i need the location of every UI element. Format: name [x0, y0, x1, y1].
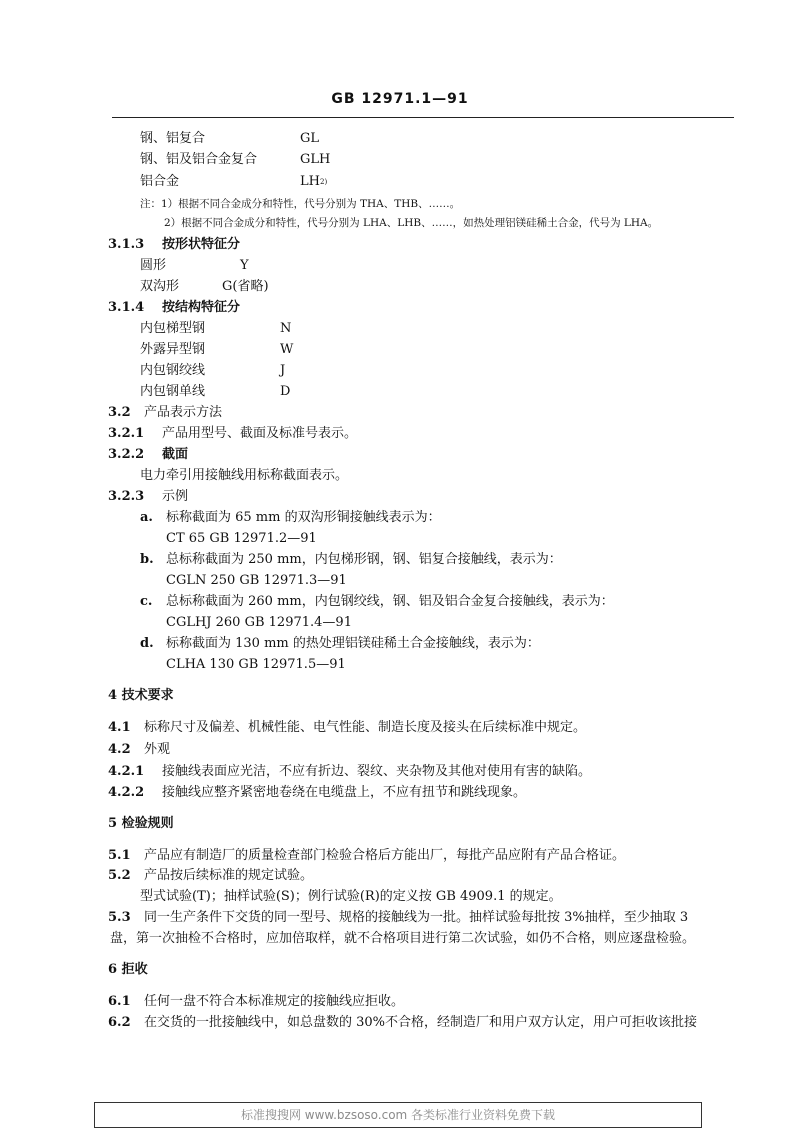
list-item-code: W: [280, 342, 294, 357]
chapter-title: 6 拒收: [108, 962, 148, 977]
example-code: CGLHJ 260 GB 12971.4—91: [166, 615, 352, 630]
note-1: 注：1）根据不同合金成分和特性，代号分别为 THA、THB、……。: [140, 198, 461, 210]
section-number: 4.2.1: [108, 764, 145, 779]
list-item-code: D: [280, 384, 291, 399]
paragraph: 在交货的一批接触线中，如总盘数的 30%不合格，经制造厂和用户双方认定，用户可拒收该批接: [144, 1015, 698, 1030]
list-item-name: 双沟形: [140, 279, 180, 294]
example-label: b.: [140, 552, 154, 567]
section-number: 3.2.2: [108, 447, 145, 462]
section-number: 4.2: [108, 742, 131, 757]
section-number: 6.1: [108, 994, 131, 1009]
section-number: 3.2.3: [108, 489, 145, 504]
material-code: LH$^{2)}$: [300, 174, 328, 189]
example-code: CLHA 130 GB 12971.5—91: [166, 657, 346, 672]
paragraph: 产品用型号、截面及标准号表示。: [162, 426, 358, 441]
list-item-name: 圆形: [140, 258, 167, 273]
example-text: 标称截面为 65 mm 的双沟形铜接触线表示为：: [166, 510, 441, 525]
section-title: 截面: [162, 447, 189, 462]
list-item-name: 内包钢单线: [140, 384, 206, 399]
paragraph: 产品应有制造厂的质量检查部门检验合格后方能出厂，每批产品应附有产品合格证。: [144, 848, 626, 863]
section-number: 3.2: [108, 405, 131, 420]
paragraph: 电力牵引用接触线用标称截面表示。: [140, 468, 349, 483]
material-name: 铝合金: [140, 174, 180, 189]
paragraph: 任何一盘不符合本标准规定的接触线应拒收。: [144, 994, 405, 1009]
list-item-code: G(省略): [222, 279, 269, 294]
chapter-title: 5 检验规则: [108, 816, 174, 831]
paragraph: 标称尺寸及偏差、机械性能、电气性能、制造长度及接头在后续标准中规定。: [144, 720, 587, 735]
list-item-name: 内包钢绞线: [140, 363, 206, 378]
example-label: a.: [140, 510, 153, 525]
section-number: 3.1.3: [108, 237, 145, 252]
material-name: 钢、铝复合: [140, 131, 206, 146]
paragraph: 产品按后续标准的规定试验。: [144, 868, 314, 883]
paragraph: 型式试验(T)；抽样试验(S)；例行试验(R)的定义按 GB 4909.1 的规定。: [140, 889, 562, 904]
section-title: 按形状特征分: [162, 237, 241, 252]
note-2: 2）根据不同合金成分和特性，代号分别为 LHA、LHB、……，如热处理铝镁硅稀土合金，代号为 LHA。: [164, 217, 659, 229]
footnote-ref: 2): [319, 178, 328, 186]
header-rule: [112, 117, 734, 118]
paragraph: 盘，第一次抽检不合格时，应加倍取样，就不合格项目进行第二次试验，如仍不合格，则应逐盘检验。: [110, 931, 696, 946]
list-item-name: 外露异型钢: [140, 342, 206, 357]
section-number: 3.2.1: [108, 426, 145, 441]
section-number: 6.2: [108, 1015, 131, 1030]
section-title: 外观: [144, 742, 171, 757]
list-item-code: Y: [240, 258, 249, 273]
paragraph: 接触线表面应光洁，不应有折边、裂纹、夹杂物及其他对使用有害的缺陷。: [162, 764, 592, 779]
example-text: 总标称截面为 250 mm，内包梯形钢，钢、铝复合接触线，表示为：: [166, 552, 562, 567]
list-item-code: N: [280, 321, 292, 336]
chapter-title: 4 技术要求: [108, 688, 174, 703]
section-title: 按结构特征分: [162, 300, 241, 315]
list-item-name: 内包梯型钢: [140, 321, 206, 336]
section-number: 5.3: [108, 910, 131, 925]
example-text: 总标称截面为 260 mm，内包钢绞线，钢、铝及铝合金复合接触线，表示为：: [166, 594, 614, 609]
download-site-banner[interactable]: 标准搜搜网 www.bzsoso.com 各类标准行业资料免费下载: [94, 1102, 702, 1128]
example-code: CT 65 GB 12971.2—91: [166, 531, 317, 546]
section-number: 5.2: [108, 868, 131, 883]
material-name: 钢、铝及铝合金复合: [140, 152, 258, 167]
list-item-code: J: [280, 363, 286, 378]
section-title: 产品表示方法: [144, 405, 223, 420]
section-title: 示例: [162, 489, 189, 504]
example-label: c.: [140, 594, 153, 609]
section-number: 4.2.2: [108, 785, 145, 800]
section-number: 3.1.4: [108, 300, 145, 315]
section-number: 4.1: [108, 720, 131, 735]
paragraph: 接触线应整齐紧密地卷绕在电缆盘上，不应有扭节和跳线现象。: [162, 785, 527, 800]
example-code: CGLN 250 GB 12971.3—91: [166, 573, 347, 588]
section-number: 5.1: [108, 848, 131, 863]
paragraph: 同一生产条件下交货的同一型号、规格的接触线为一批。抽样试验每批按 3%抽样，至少抽取 3: [144, 910, 689, 925]
material-code: GLH: [300, 152, 331, 167]
material-code: GL: [300, 131, 320, 146]
example-label: d.: [140, 636, 154, 651]
page-header: GB 12971.1—91: [331, 91, 469, 107]
example-text: 标称截面为 130 mm 的热处理铝镁硅稀土合金接触线，表示为：: [166, 636, 540, 651]
